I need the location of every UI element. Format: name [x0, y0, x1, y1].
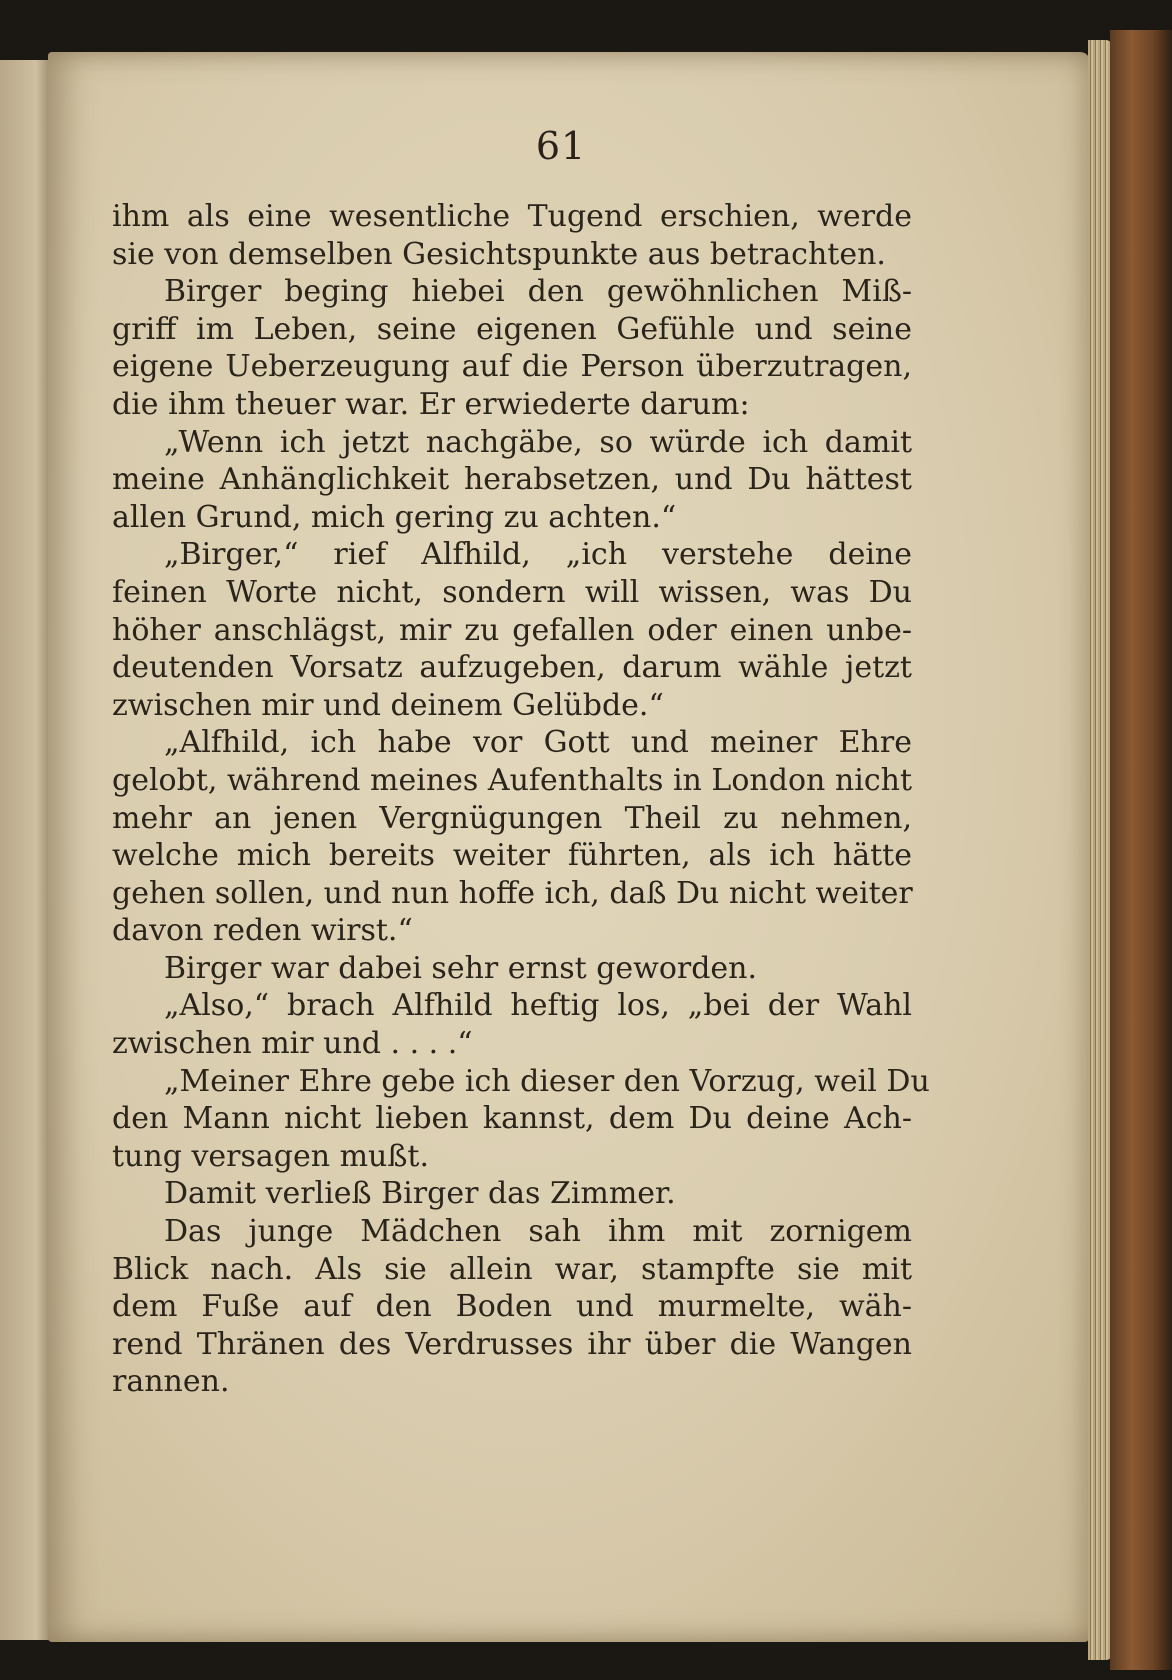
page-stack-edges	[1088, 40, 1112, 1660]
text-line: zwischen mir und . . . .“	[112, 1026, 473, 1062]
text-line: „Birger,“ rief Alfhild, „ich verstehe deine	[164, 537, 912, 573]
text-line: gelobt, während meines Aufenthalts in London nicht	[112, 762, 912, 798]
text-line: Damit verließ Birger das Zimmer.	[164, 1176, 676, 1212]
text-line: gehen sollen, und nun hoffe ich, daß Du nicht weiter	[112, 875, 913, 911]
text-line: feinen Worte nicht, sondern will wissen, was Du	[112, 574, 912, 610]
text-line: mehr an jenen Vergnügungen Theil zu nehmen,	[112, 800, 912, 836]
text-line: Birger war dabei sehr ernst geworden.	[164, 950, 758, 986]
text-line: sie von demselben Gesichtspunkte aus betrachten.	[112, 236, 886, 272]
text-line: zwischen mir und deinem Gelübde.“	[112, 687, 664, 723]
text-line: Das junge Mädchen sah ihm mit zornigem	[164, 1214, 912, 1250]
text-line: rend Thränen des Verdrusses ihr über die Wangen	[112, 1326, 912, 1362]
page-number: 61	[535, 124, 587, 168]
book-cover-edge	[1110, 30, 1172, 1670]
text-line: griff im Leben, seine eigenen Gefühle und seine	[112, 311, 912, 347]
text-line: dem Fuße auf den Boden und murmelte, wäh-	[112, 1289, 912, 1325]
text-line: die ihm theuer war. Er erwiederte darum:	[112, 386, 750, 422]
text-line: welche mich bereits weiter führten, als ich hätte	[112, 838, 912, 874]
text-line: Birger beging hiebei den gewöhnlichen Miß-	[164, 274, 912, 310]
body-text	[112, 198, 930, 1401]
text-line: eigene Ueberzeugung auf die Person überzutragen,	[112, 349, 912, 385]
text-line: „Wenn ich jetzt nachgäbe, so würde ich damit	[164, 424, 912, 460]
text-line: tung versagen mußt.	[112, 1138, 429, 1174]
text-line: allen Grund, mich gering zu achten.“	[112, 499, 677, 535]
text-line: „Alfhild, ich habe vor Gott und meiner Ehre	[164, 725, 912, 761]
text-line: Blick nach. Als sie allein war, stampfte sie mit	[112, 1251, 912, 1287]
text-line: davon reden wirst.“	[112, 913, 413, 949]
text-line: höher anschlägst, mir zu gefallen oder einen unbe-	[112, 612, 912, 648]
text-line: „Also,“ brach Alfhild heftig los, „bei der Wahl	[164, 988, 912, 1024]
text-line: meine Anhänglichkeit herabsetzen, und Du hättest	[112, 462, 912, 498]
text-line: den Mann nicht lieben kannst, dem Du deine Ach-	[112, 1101, 912, 1137]
text-line: ihm als eine wesentliche Tugend erschien, werde	[112, 199, 912, 234]
text-line: rannen.	[112, 1364, 230, 1400]
text-line: deutenden Vorsatz aufzugeben, darum wähle jetzt	[112, 650, 912, 686]
text-line: „Meiner Ehre gebe ich dieser den Vorzug, weil Du	[164, 1063, 930, 1099]
